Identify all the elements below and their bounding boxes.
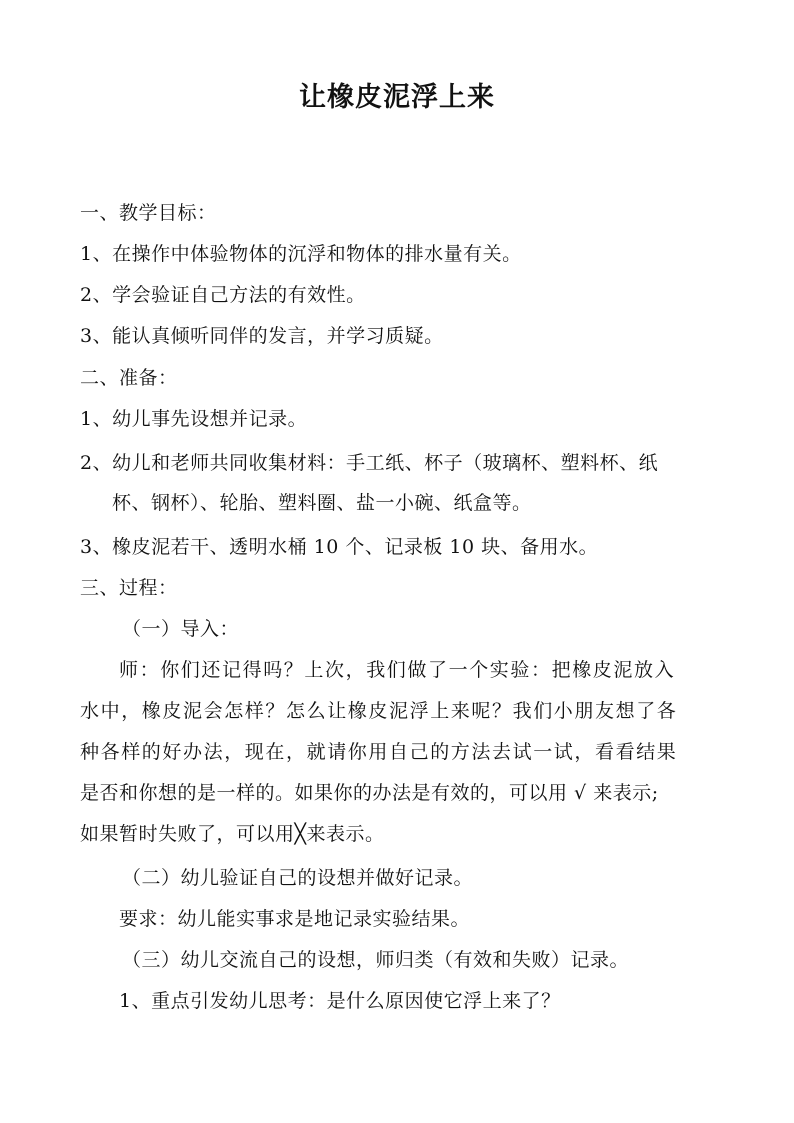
section-heading-process: 三、过程：	[80, 577, 178, 599]
step-heading: （一）导入：	[122, 618, 240, 640]
prep-item: 1、幼儿事先设想并记录。	[80, 408, 308, 430]
step-heading: （三）幼儿交流自己的设想，师归类（有效和失败）记录。	[122, 949, 630, 971]
prep-item-continuation: 杯、钢杯）、轮胎、塑料圈、盐一小碗、纸盒等。	[112, 492, 532, 514]
step-heading: （二）幼儿验证自己的设想并做好记录。	[122, 867, 474, 889]
paragraph-line: 水中，橡皮泥会怎样？怎么让橡皮泥浮上来呢？我们小朋友想了各	[80, 700, 678, 722]
paragraph-line: 师：你们还记得吗？上次，我们做了一个实验：把橡皮泥放入	[119, 659, 676, 681]
section-heading-goals: 一、教学目标：	[80, 202, 217, 224]
goal-item: 1、在操作中体验物体的沉浮和物体的排水量有关。	[80, 243, 522, 265]
page-title: 让橡皮泥浮上来	[299, 82, 495, 113]
requirement-line: 要求：幼儿能实事求是地记录实验结果。	[119, 908, 471, 930]
goal-item: 3、能认真倾听同伴的发言，并学习质疑。	[80, 325, 444, 347]
paragraph-line: 种各样的好办法，现在，就请你用自己的方法去试一试，看看结果	[80, 741, 678, 763]
point-item: 1、重点引发幼儿思考：是什么原因使它浮上来了？	[119, 990, 561, 1012]
paragraph-line: 如果暂时失败了，可以用╳来表示。	[80, 823, 385, 845]
section-heading-prep: 二、准备：	[80, 367, 178, 389]
goal-item: 2、学会验证自己方法的有效性。	[80, 284, 366, 306]
paragraph-line: 是否和你想的是一样的。如果你的办法是有效的，可以用 √ 来表示;	[80, 782, 659, 804]
prep-item: 3、橡皮泥若干、透明水桶 10 个、记录板 10 块、备用水。	[80, 536, 599, 558]
prep-item: 2、幼儿和老师共同收集材料：手工纸、杯子（玻璃杯、塑料杯、纸	[80, 452, 659, 474]
